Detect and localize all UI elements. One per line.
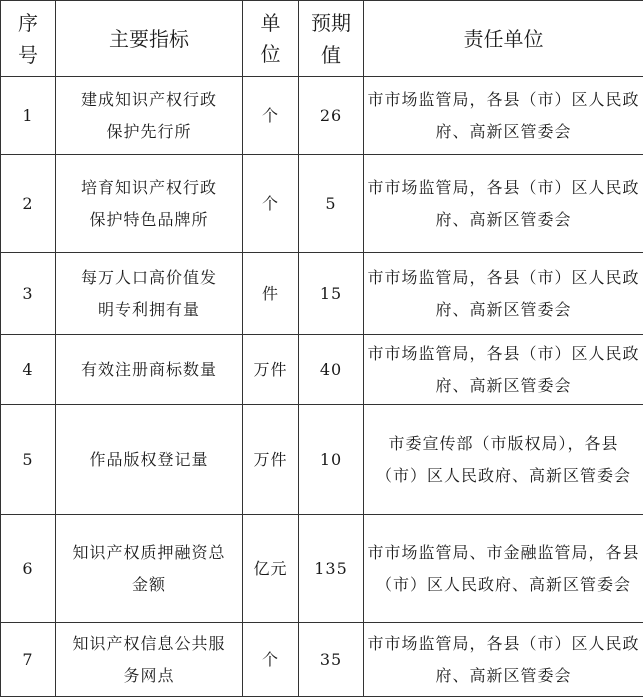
row-index: 5 xyxy=(1,405,56,515)
row-index: 4 xyxy=(1,335,56,405)
table-header-row xyxy=(1,1,643,77)
row-responsible: 市委宣传部（市版权局），各县（市）区人民政府、高新区管委会 xyxy=(364,405,643,515)
row-unit: 万件 xyxy=(243,405,299,515)
row-index: 7 xyxy=(1,623,56,697)
row-indicator: 知识产权质押融资总金额 xyxy=(56,515,243,623)
row-target: 135 xyxy=(299,515,364,623)
row-unit: 件 xyxy=(243,253,299,335)
row-indicator: 培育知识产权行政保护特色品牌所 xyxy=(56,155,243,253)
table-row xyxy=(1,253,643,335)
row-target: 26 xyxy=(299,77,364,155)
row-indicator: 知识产权信息公共服务网点 xyxy=(56,623,243,697)
row-indicator: 作品版权登记量 xyxy=(56,405,243,515)
header-index: 序号 xyxy=(1,1,56,77)
table-row xyxy=(1,405,643,515)
header-target: 预期值 xyxy=(299,1,364,77)
header-indicator: 主要指标 xyxy=(56,1,243,77)
row-indicator: 有效注册商标数量 xyxy=(56,335,243,405)
row-index: 3 xyxy=(1,253,56,335)
table-row xyxy=(1,77,643,155)
row-index: 1 xyxy=(1,77,56,155)
table-row xyxy=(1,155,643,253)
row-target: 15 xyxy=(299,253,364,335)
row-responsible: 市市场监管局、市金融监管局，各县（市）区人民政府、高新区管委会 xyxy=(364,515,643,623)
row-indicator: 每万人口高价值发明专利拥有量 xyxy=(56,253,243,335)
row-responsible: 市市场监管局，各县（市）区人民政府、高新区管委会 xyxy=(364,623,643,697)
row-index: 6 xyxy=(1,515,56,623)
row-target: 10 xyxy=(299,405,364,515)
row-target: 40 xyxy=(299,335,364,405)
header-unit: 单位 xyxy=(243,1,299,77)
row-target: 35 xyxy=(299,623,364,697)
row-indicator: 建成知识产权行政保护先行所 xyxy=(56,77,243,155)
row-target: 5 xyxy=(299,155,364,253)
row-responsible: 市市场监管局，各县（市）区人民政府、高新区管委会 xyxy=(364,77,643,155)
row-responsible: 市市场监管局，各县（市）区人民政府、高新区管委会 xyxy=(364,335,643,405)
table-row xyxy=(1,335,643,405)
header-responsible: 责任单位 xyxy=(364,1,643,77)
row-unit: 个 xyxy=(243,155,299,253)
row-unit: 亿元 xyxy=(243,515,299,623)
row-unit: 万件 xyxy=(243,335,299,405)
row-responsible: 市市场监管局，各县（市）区人民政府、高新区管委会 xyxy=(364,253,643,335)
row-index: 2 xyxy=(1,155,56,253)
table-row xyxy=(1,515,643,623)
row-responsible: 市市场监管局，各县（市）区人民政府、高新区管委会 xyxy=(364,155,643,253)
row-unit: 个 xyxy=(243,77,299,155)
table-row xyxy=(1,623,643,697)
row-unit: 个 xyxy=(243,623,299,697)
